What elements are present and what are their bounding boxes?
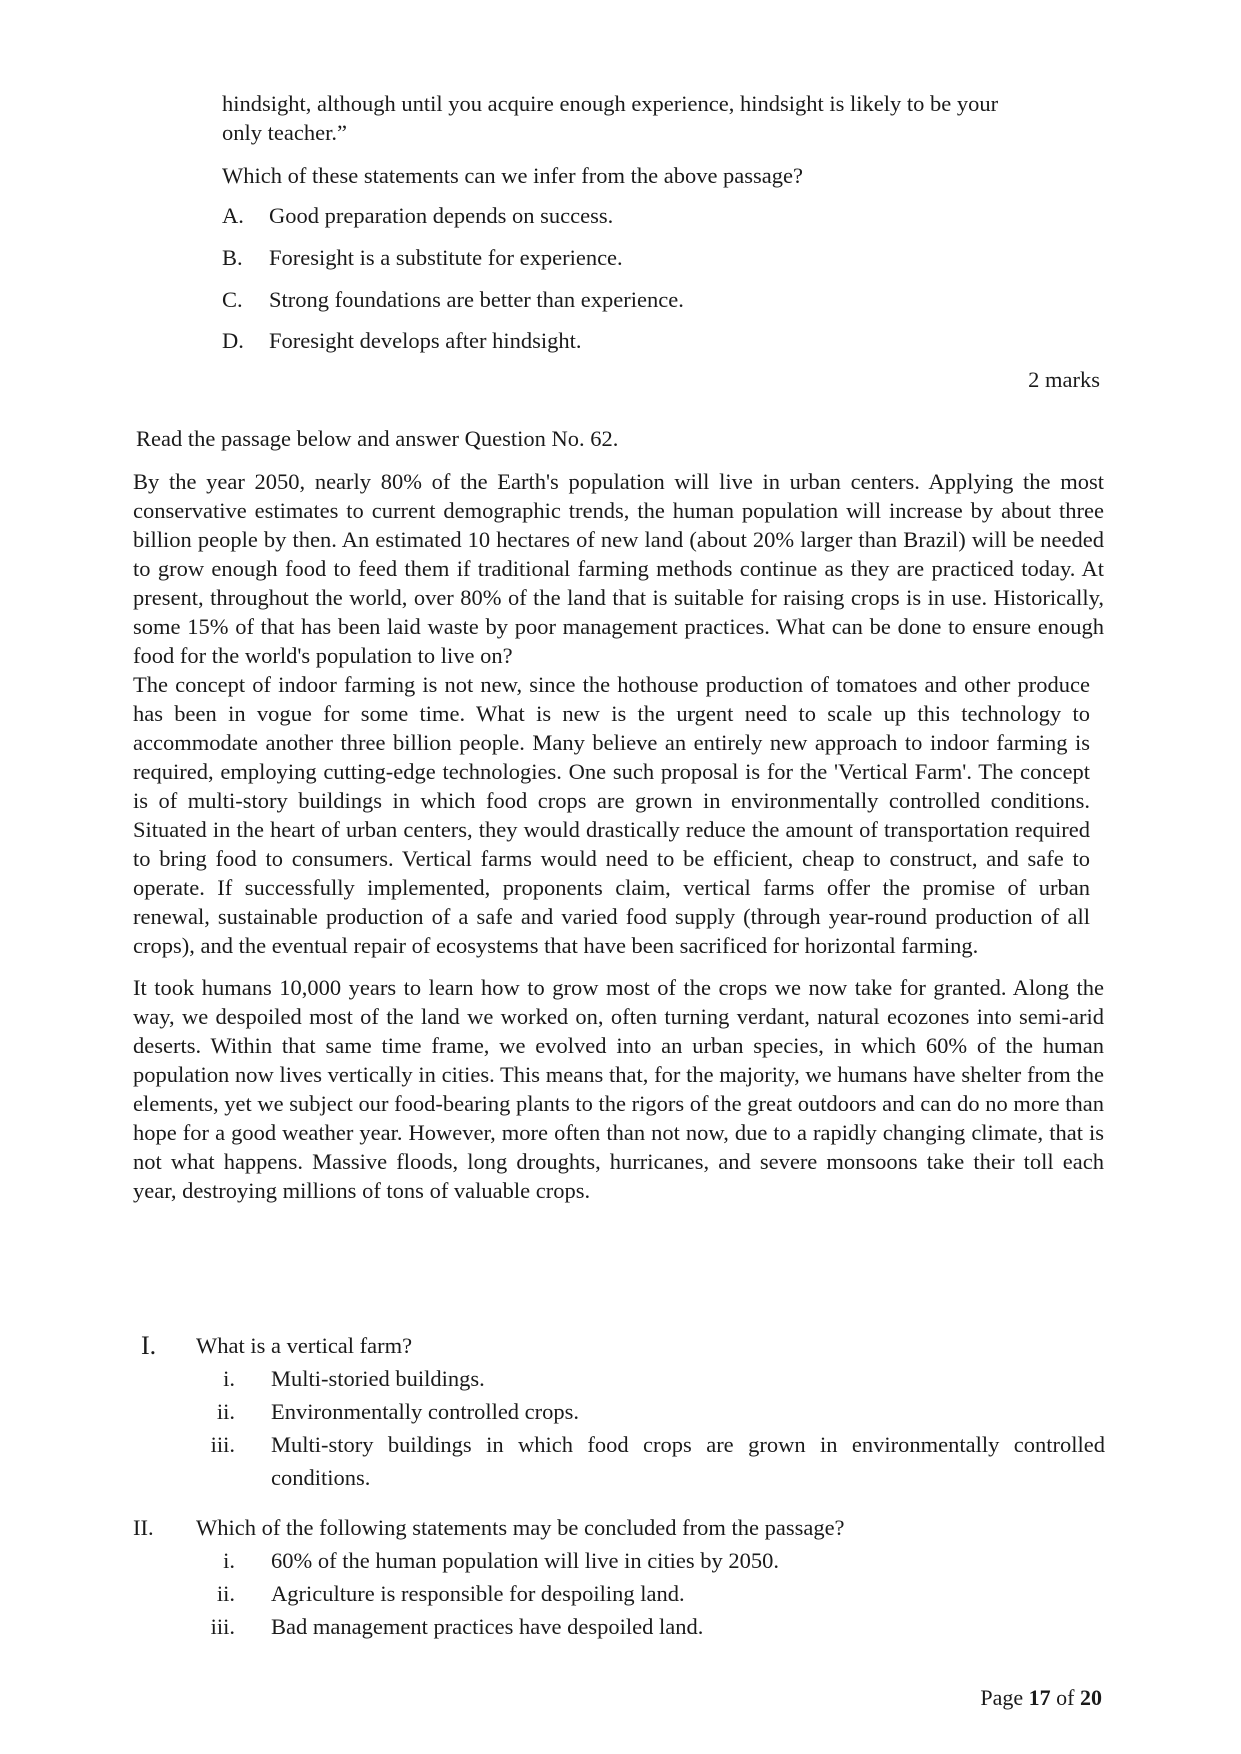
question-prompt-text: Which of these statements can we infer from the above passage?: [222, 163, 804, 188]
question-prompt: [222, 161, 803, 190]
passage-paragraph-1: By the year 2050, nearly 80% of the Earth's population will live in urban centers. Applying the most conservative estimates to current demographic trends, the human population will increase by about three billion people by then. An estimated 10 hectares of new land (about 20% larger than Brazil) will be needed to grow enough food to feed them if traditional farming methods continue as they are practiced today. At present, throughout the world, over 80% of the land that is suitable for raising crops is in use. Historically, some 15% of that has been laid waste by poor management practices. What can be done to ensure enough food for the world's population to live on?: [133, 469, 1104, 668]
option-text: Strong foundations are better than experience.: [269, 287, 684, 312]
choice-number: ii.: [216, 1399, 235, 1424]
option-letter: D.: [222, 328, 244, 353]
sub-question-number: II.: [133, 1515, 154, 1540]
passage-paragraph-2: The concept of indoor farming is not new, since the hothouse production of tomatoes and other produce has been in vogue for some time. What is new is the urgent need to scale up this technology to accommodate another three billion people. Many believe an entirely new approach to indoor farming is required, employing cutting-edge technologies. One such proposal is for the 'Vertical Farm'. The concept is of multi-story buildings in which food crops are grown in environmentally controlled conditions. Situated in the heart of urban centers, they would drastically reduce the amount of transportation required to bring food to consumers. Vertical farms would need to be efficient, cheap to construct, and safe to operate. If successfully implemented, proponents claim, vertical farms offer the promise of urban renewal, sustainable production of a safe and varied food supply (through year-round production of all crops), and the eventual repair of ecosystems that have been sacrificed for horizontal farming.: [133, 672, 1090, 958]
option-text: Foresight is a substitute for experience.: [269, 245, 623, 270]
choice-text: Agriculture is responsible for despoiling land.: [271, 1581, 685, 1606]
continuation-line-2: only teacher.”: [222, 120, 347, 145]
option-letter: C.: [222, 287, 243, 312]
choice-number: iii.: [210, 1614, 235, 1639]
continuation-line-1: hindsight, although until you acquire enough experience, hindsight is likely to be your: [222, 91, 999, 116]
total-pages: 20: [1080, 1685, 1102, 1710]
marks-label: 2 marks: [1028, 367, 1100, 392]
sub-question-number: I.: [141, 1331, 157, 1360]
sub-question-text: What is a vertical farm?: [196, 1333, 413, 1358]
choice-text: Environmentally controlled crops.: [271, 1399, 580, 1424]
choice-number: ii.: [216, 1581, 235, 1606]
read-instruction: [136, 424, 618, 453]
read-instruction-text: Read the passage below and answer Question No. 62.: [136, 426, 619, 451]
sub-question-text: Which of the following statements may be concluded from the passage?: [196, 1515, 845, 1540]
choice-number: i.: [223, 1548, 235, 1573]
passage-continuation: [222, 89, 1102, 147]
choice-number: iii.: [210, 1432, 235, 1457]
page-footer: [980, 1683, 1102, 1712]
reading-passage: [133, 467, 1104, 1205]
passage-paragraph-3: It took humans 10,000 years to learn how to grow most of the crops we now take for granted. Along the way, we despoiled most of the land we worked on, often turning verdant, natural ecozones into semi-arid deserts. Within that same time frame, we evolved into an urban species, in which 60% of the human population now lives vertically in cities. This means that, for the majority, we humans have shelter from the elements, yet we subject our food-bearing plants to the rigors of the great outdoors and can do no more than hope for a good weather year. However, more often than not now, due to a rapidly changing climate, that is not what happens. Massive floods, long droughts, hurricanes, and severe monsoons take their toll each year, destroying millions of tons of valuable crops.: [133, 975, 1104, 1203]
choice-text: 60% of the human population will live in cities by 2050.: [271, 1548, 780, 1573]
choice-text: Multi-storied buildings.: [271, 1366, 485, 1391]
option-letter: A.: [222, 203, 244, 228]
option-text: Good preparation depends on success.: [269, 203, 614, 228]
choice-text: Bad management practices have despoiled land.: [271, 1614, 704, 1639]
option-letter: B.: [222, 245, 243, 270]
page-word: Page: [980, 1685, 1024, 1710]
option-text: Foresight develops after hindsight.: [269, 328, 582, 353]
choice-text: Multi-story buildings in which food crops are grown in environmentally controlled conditions.: [271, 1432, 1105, 1490]
page-number: 17: [1028, 1685, 1051, 1710]
of-word: of: [1056, 1685, 1075, 1710]
choice-number: i.: [223, 1366, 235, 1391]
